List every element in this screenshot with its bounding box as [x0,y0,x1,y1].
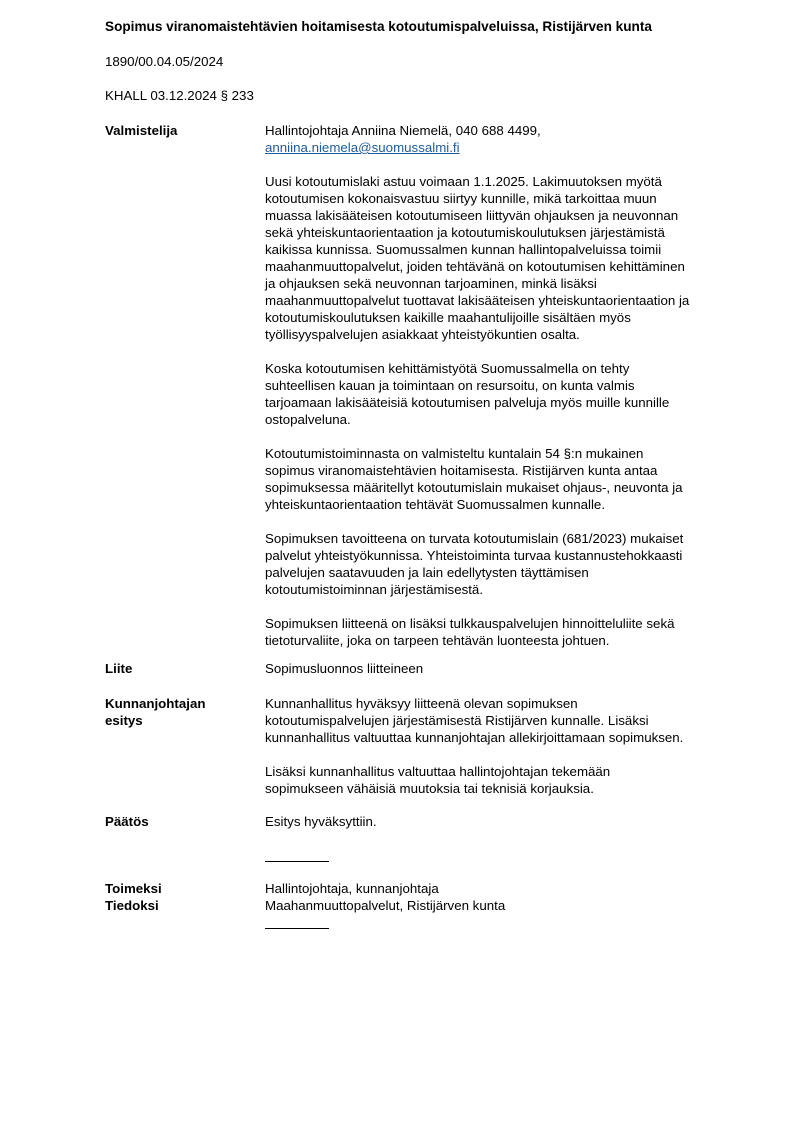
esitys-paragraph-line: Lisäksi kunnanhallitus valtuuttaa hallintojohtajan tekemään [265,764,611,779]
valmistelija-paragraph-line: Sopimuksen liitteenä on lisäksi tulkkauspalvelujen hinnoitteluliite sekä [265,616,675,631]
valmistelija-paragraph [265,360,740,428]
valmistelija-paragraph-line: Koska kotoutumisen kehittämistyötä Suomussalmella on tehty [265,361,630,376]
valmistelija-paragraph [265,173,740,343]
esitys-label-line1: Kunnanjohtajan [105,696,206,711]
valmistelija-paragraph-line: palvelut yhteistyökunnissa. Yhteistoiminta turvaa kustannustehokkaasti [265,548,683,563]
valmistelija-paragraph-line: suhteellisen kauan ja toimintaan on resursoitu, on kunta valmis [265,378,635,393]
valmistelija-paragraph-line: maahanmuuttopalvelut tuottavat lakisääteisen yhteiskuntaorientaation ja [265,293,690,308]
valmistelija-paragraph-line: kaikissa kunnissa. Suomussalmen kunnan hallintopalveluissa toimii [265,242,662,257]
esitys-paragraph-line: sopimukseen vähäisiä muutoksia tai teknisiä korjauksia. [265,781,594,796]
esitys-content [265,695,740,797]
valmistelija-paragraph-line: kotoutumisen kokonaisvastuu siirtyy kunnille, mikä tarkoittaa muun [265,191,657,206]
paatos-label: Päätös [105,814,149,829]
separator-line [265,861,329,862]
valmistelija-paragraph-line: palvelujen saatavuuden ja lain edellytysten täyttämisen [265,565,589,580]
tiedoksi-text: Maahanmuuttopalvelut, Ristijärven kunta [265,898,506,913]
contact-line: Hallintojohtaja Anniina Niemelä, 040 688 4499, [265,123,541,138]
esitys-paragraph-line: kunnanhallitus valtuuttaa kunnanjohtajan allekirjoittamaan sopimuksen. [265,730,684,745]
paatos-text: Esitys hyväksyttiin. [265,814,377,829]
liite-text: Sopimusluonnos liitteineen [265,661,424,676]
email-link[interactable]: anniina.niemela@suomussalmi.fi [265,140,460,155]
esitys-label [105,695,205,729]
valmistelija-paragraph-line: yhteiskuntaorientaation tehtävät Suomussalmen kunnalle. [265,497,606,512]
contact-block [265,122,740,156]
valmistelija-label: Valmistelija [105,123,178,138]
esitys-paragraph-line: kotoutumispalvelujen järjestämisestä Ristijärven kunnalle. Lisäksi [265,713,649,728]
valmistelija-paragraph-line: tietoturvaliite, joka on tarpeen tehtävän luonteesta johtuen. [265,633,610,648]
liite-label: Liite [105,661,133,676]
esitys-paragraph [265,695,740,746]
valmistelija-paragraph-line: Uusi kotoutumislaki astuu voimaan 1.1.2025. Lakimuutoksen myötä [265,174,662,189]
valmistelija-paragraph-line: kotoutumiskoulutuksen kaikille maahantulijoille sisältäen myös [265,310,631,325]
valmistelija-paragraph-line: sopimus viranomaistehtävien hoitamisesta. Ristijärven kunta antaa [265,463,658,478]
esitys-paragraph [265,763,740,797]
valmistelija-paragraph-line: tarjoamaan lakisääteisiä kotoutumisen palveluja myös muille kunnille [265,395,670,410]
valmistelija-paragraph-line: maahanmuuttopalvelut, joiden tehtävänä on kotoutumisen kehittäminen [265,259,685,274]
valmistelija-paragraph-line: sopimuksessa määritellyt kotoutumislain mukaiset ohjaus-, neuvonta ja [265,480,683,495]
toimeksi-label: Toimeksi [105,881,162,896]
valmistelija-content [265,122,740,649]
valmistelija-paragraphs [265,173,740,649]
valmistelija-paragraph-line: sekä yhteiskuntaorientaation ja kotoutumiskoulutuksen järjestämistä [265,225,665,240]
valmistelija-paragraph [265,445,740,513]
separator-line-bottom [265,928,329,929]
valmistelija-paragraph-line: Kotoutumistoiminnasta on valmisteltu kuntalain 54 §:n mukainen [265,446,644,461]
valmistelija-paragraph-line: ja ohjauksen sekä neuvonnan tarjoaminen, minkä lisäksi [265,276,597,291]
esitys-paragraph-line: Kunnanhallitus hyväksyy liitteenä olevan sopimuksen [265,696,578,711]
toimeksi-text: Hallintojohtaja, kunnanjohtaja [265,881,439,896]
valmistelija-paragraph [265,615,740,649]
valmistelija-paragraph-line: ostopalveluna. [265,412,351,427]
tiedoksi-label: Tiedoksi [105,898,159,913]
meeting-reference: KHALL 03.12.2024 § 233 [105,88,254,103]
document-title: Sopimus viranomaistehtävien hoitamisesta kotoutumispalveluissa, Ristijärven kunta [105,19,652,34]
valmistelija-paragraph-line: työllisyyspalvelujen asiakkaat yhteistyökuntien osalta. [265,327,580,342]
valmistelija-paragraph [265,530,740,598]
reference-number: 1890/00.04.05/2024 [105,54,224,69]
valmistelija-paragraph-line: Sopimuksen tavoitteena on turvata kotoutumislain (681/2023) mukaiset [265,531,684,546]
esitys-label-line2: esitys [105,713,143,728]
valmistelija-paragraph-line: muassa lakisääteisen kotoutumiseen liittyvän ohjauksen ja neuvonnan [265,208,679,223]
valmistelija-paragraph-line: kotoutumistoiminnan järjestämisestä. [265,582,484,597]
